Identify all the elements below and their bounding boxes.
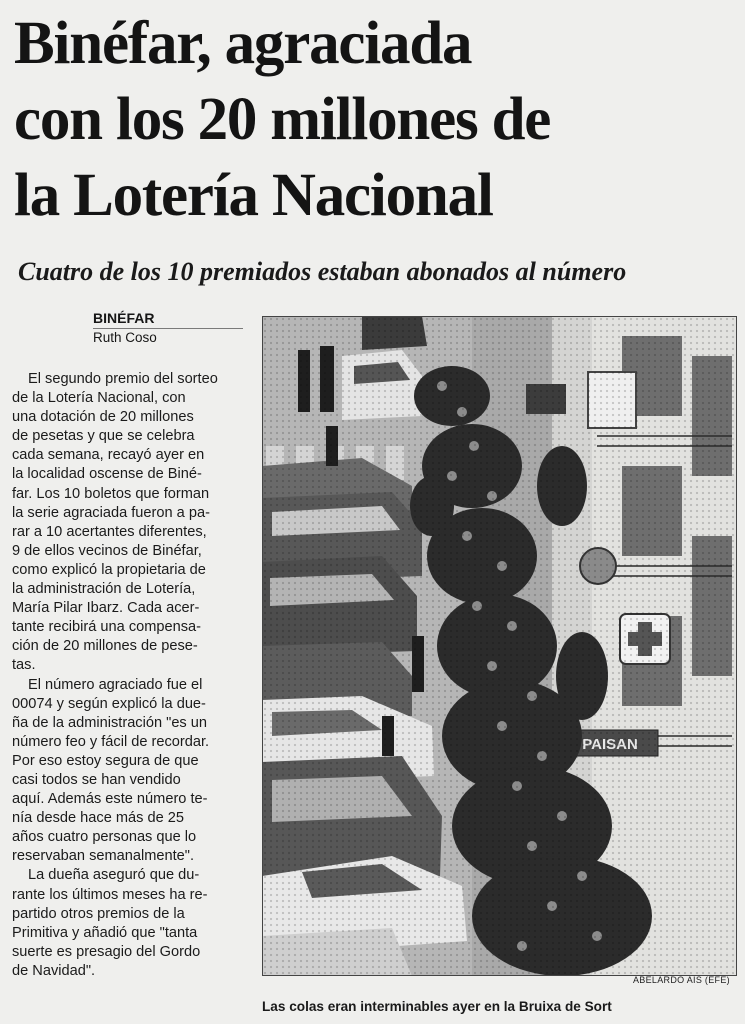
body-line: como explicó la propietaria de [12,561,206,578]
body-line: nía desde hace más de 25 [12,810,185,827]
body-line: años cuatro personas que lo [12,829,197,846]
body-line: reservaban semanalmente". [12,848,195,865]
body-line: María Pilar Ibarz. Cada acer- [12,600,200,617]
body-line: tas. [12,657,36,674]
body-line: 00074 y según explicó la due- [12,695,206,712]
body-line: La dueña aseguró que du- [28,867,200,884]
body-line: partido otros premios de la [12,905,185,922]
photo-credit: ABELARDO AIS (EFE) [633,975,730,985]
body-line: la serie agraciada fueron a pa- [12,504,210,521]
headline-line: Binéfar, agraciada [14,10,472,77]
subheadline: Cuatro de los 10 premiados estaban abonados al número [18,257,627,286]
body-line: de Navidad". [12,962,96,979]
body-line: una dotación de 20 millones [12,409,194,426]
body-line: far. Los 10 boletos que forman [12,485,210,502]
body-line: El número agraciado fue el [28,676,203,693]
headline [14,6,736,234]
news-photo-queue [262,316,737,976]
photo-caption: Las colas eran interminables ayer en la Bruixa de Sort [262,999,612,1014]
byline-place: BINÉFAR [93,310,243,329]
body-line: la localidad oscense de Biné- [12,466,202,483]
body-line: de pesetas y que se celebra [12,428,195,445]
body-line: Primitiva y añadió que "tanta [12,924,198,941]
body-line: número feo y fácil de recordar. [12,733,210,750]
headline-line: con los 20 millones de [14,86,551,153]
body-line: de la Lotería Nacional, con [12,390,186,407]
body-line: suerte es presagio del Gordo [12,943,201,960]
body-line: Por eso estoy segura de que [12,752,199,769]
body-line: 9 de ellos vecinos de Binéfar, [12,542,202,559]
byline [93,310,243,347]
body-line: ña de la administración "es un [12,714,208,731]
body-line: tante recibirá una compensa- [12,619,202,636]
body-line: casi todos se han vendido [12,771,181,788]
body-line: ción de 20 millones de pese- [12,638,198,655]
body-line: El segundo premio del sorteo [28,371,218,387]
article-body [12,370,248,981]
body-line: cada semana, recayó ayer en [12,447,205,464]
street-scene-illustration [262,316,737,976]
body-line: rante los últimos meses ha re- [12,886,208,903]
body-line: la administración de Lotería, [12,581,196,598]
body-line: aquí. Además este número te- [12,791,208,808]
headline-line: la Lotería Nacional [14,162,493,229]
body-line: rar a 10 acertantes diferentes, [12,523,207,540]
byline-author: Ruth Coso [93,330,157,345]
